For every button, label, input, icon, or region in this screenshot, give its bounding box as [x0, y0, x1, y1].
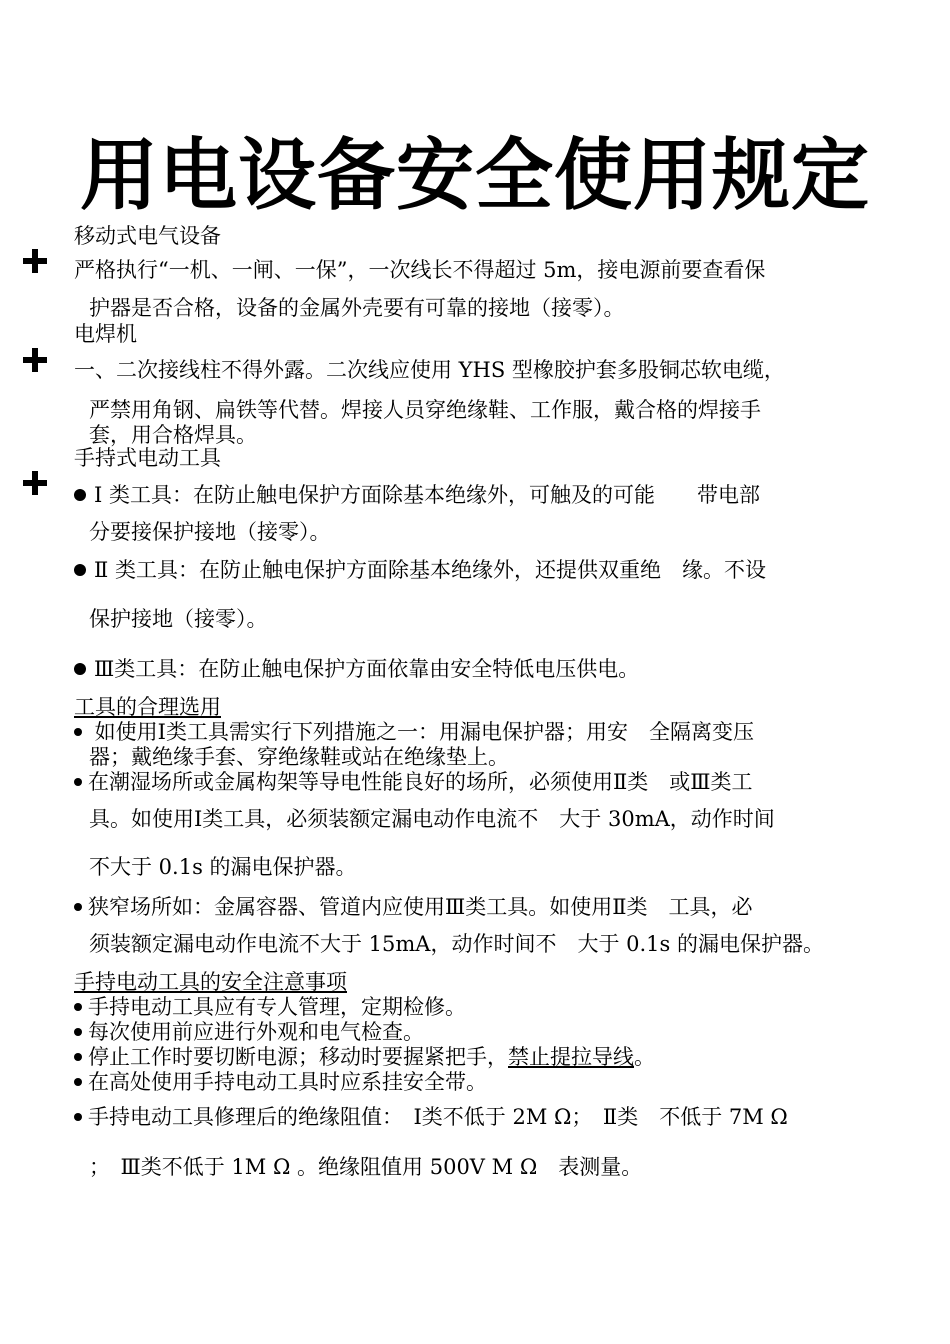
section-heading-mobile: 移动式电气设备: [74, 224, 221, 248]
paragraph-line: 一、二次接线柱不得外露。二次线应使用 YHS 型橡胶护套多股铜芯软电缆，: [74, 358, 785, 382]
bullet-icon: [74, 903, 82, 911]
list-item: Ⅰ 类工具：在防止触电保护方面除基本绝缘外，可触及的可能 带电部: [74, 481, 760, 509]
list-item: 停止工作时要切断电源；移动时要握紧把手，禁止提拉导线。: [74, 1043, 655, 1071]
paragraph-line: 套，用合格焊具。: [89, 423, 257, 447]
list-item: Ⅱ 类工具：在防止触电保护方面除基本绝缘外，还提供双重绝 缘。不设: [74, 556, 766, 584]
cross-bullet-icon: [22, 248, 48, 274]
paragraph-line: 分要接保护接地（接零）。: [89, 520, 331, 544]
page-title: 用电设备安全使用规定: [79, 131, 870, 221]
bullet-icon: [74, 728, 82, 736]
bullet-icon: [74, 778, 82, 786]
list-item: 手持电动工具修理后的绝缘阻值： Ⅰ类不低于 2M Ω； Ⅱ类 不低于 7M Ω: [74, 1103, 788, 1131]
list-item: 如使用Ⅰ类工具需实行下列措施之一：用漏电保护器；用安 全隔离变压: [74, 718, 754, 746]
cross-bullet-icon: [22, 347, 48, 373]
list-item: 每次使用前应进行外观和电气检查。: [74, 1018, 424, 1046]
list-item: 手持电动工具应有专人管理，定期检修。: [74, 993, 466, 1021]
list-item: 在高处使用手持电动工具时应系挂安全带。: [74, 1068, 487, 1096]
section-heading-precautions: 手持电动工具的安全注意事项: [74, 970, 347, 994]
paragraph-line: 须装额定漏电动作电流不大于 15mA，动作时间不 大于 0.1s 的漏电保护器。: [89, 932, 824, 956]
paragraph-line: 严禁用角钢、扁铁等代替。焊接人员穿绝缘鞋、工作服，戴合格的焊接手: [89, 398, 761, 422]
paragraph-line: 不大于 0.1s 的漏电保护器。: [89, 855, 357, 879]
section-heading-handheld: 手持式电动工具: [74, 446, 221, 470]
bullet-icon: [74, 1113, 82, 1121]
list-item: 狭窄场所如：金属容器、管道内应使用Ⅲ类工具。如使用Ⅱ类 工具，必: [74, 893, 753, 921]
section-heading-welding: 电焊机: [74, 322, 137, 346]
paragraph-line: 具。如使用Ⅰ类工具，必须装额定漏电动作电流不 大于 30mA，动作时间: [89, 807, 775, 831]
paragraph-line: 保护接地（接零）。: [89, 607, 268, 631]
paragraph-line: 器；戴绝缘手套、穿绝缘鞋或站在绝缘垫上。: [89, 745, 509, 769]
section-heading-selection: 工具的合理选用: [74, 695, 221, 719]
bullet-icon: [74, 663, 86, 675]
list-item: 在潮湿场所或金属构架等导电性能良好的场所，必须使用Ⅱ类 或Ⅲ类工: [74, 768, 753, 796]
paragraph-line: 护器是否合格，设备的金属外壳要有可靠的接地（接零）。: [89, 296, 625, 320]
cross-bullet-icon: [22, 470, 48, 496]
paragraph-line: ； Ⅲ类不低于 1M Ω 。绝缘阻值用 500V M Ω 表测量。: [89, 1155, 643, 1179]
list-item: Ⅲ类工具：在防止触电保护方面依靠由安全特低电压供电。: [74, 655, 639, 683]
bullet-icon: [74, 564, 86, 576]
paragraph-line: 严格执行“一机、一闸、一保”，一次线长不得超过 5m，接电源前要查看保: [74, 258, 766, 282]
bullet-icon: [74, 489, 86, 501]
bullet-icon: [74, 1003, 82, 1011]
bullet-icon: [74, 1078, 82, 1086]
bullet-icon: [74, 1053, 82, 1061]
bullet-icon: [74, 1028, 82, 1036]
